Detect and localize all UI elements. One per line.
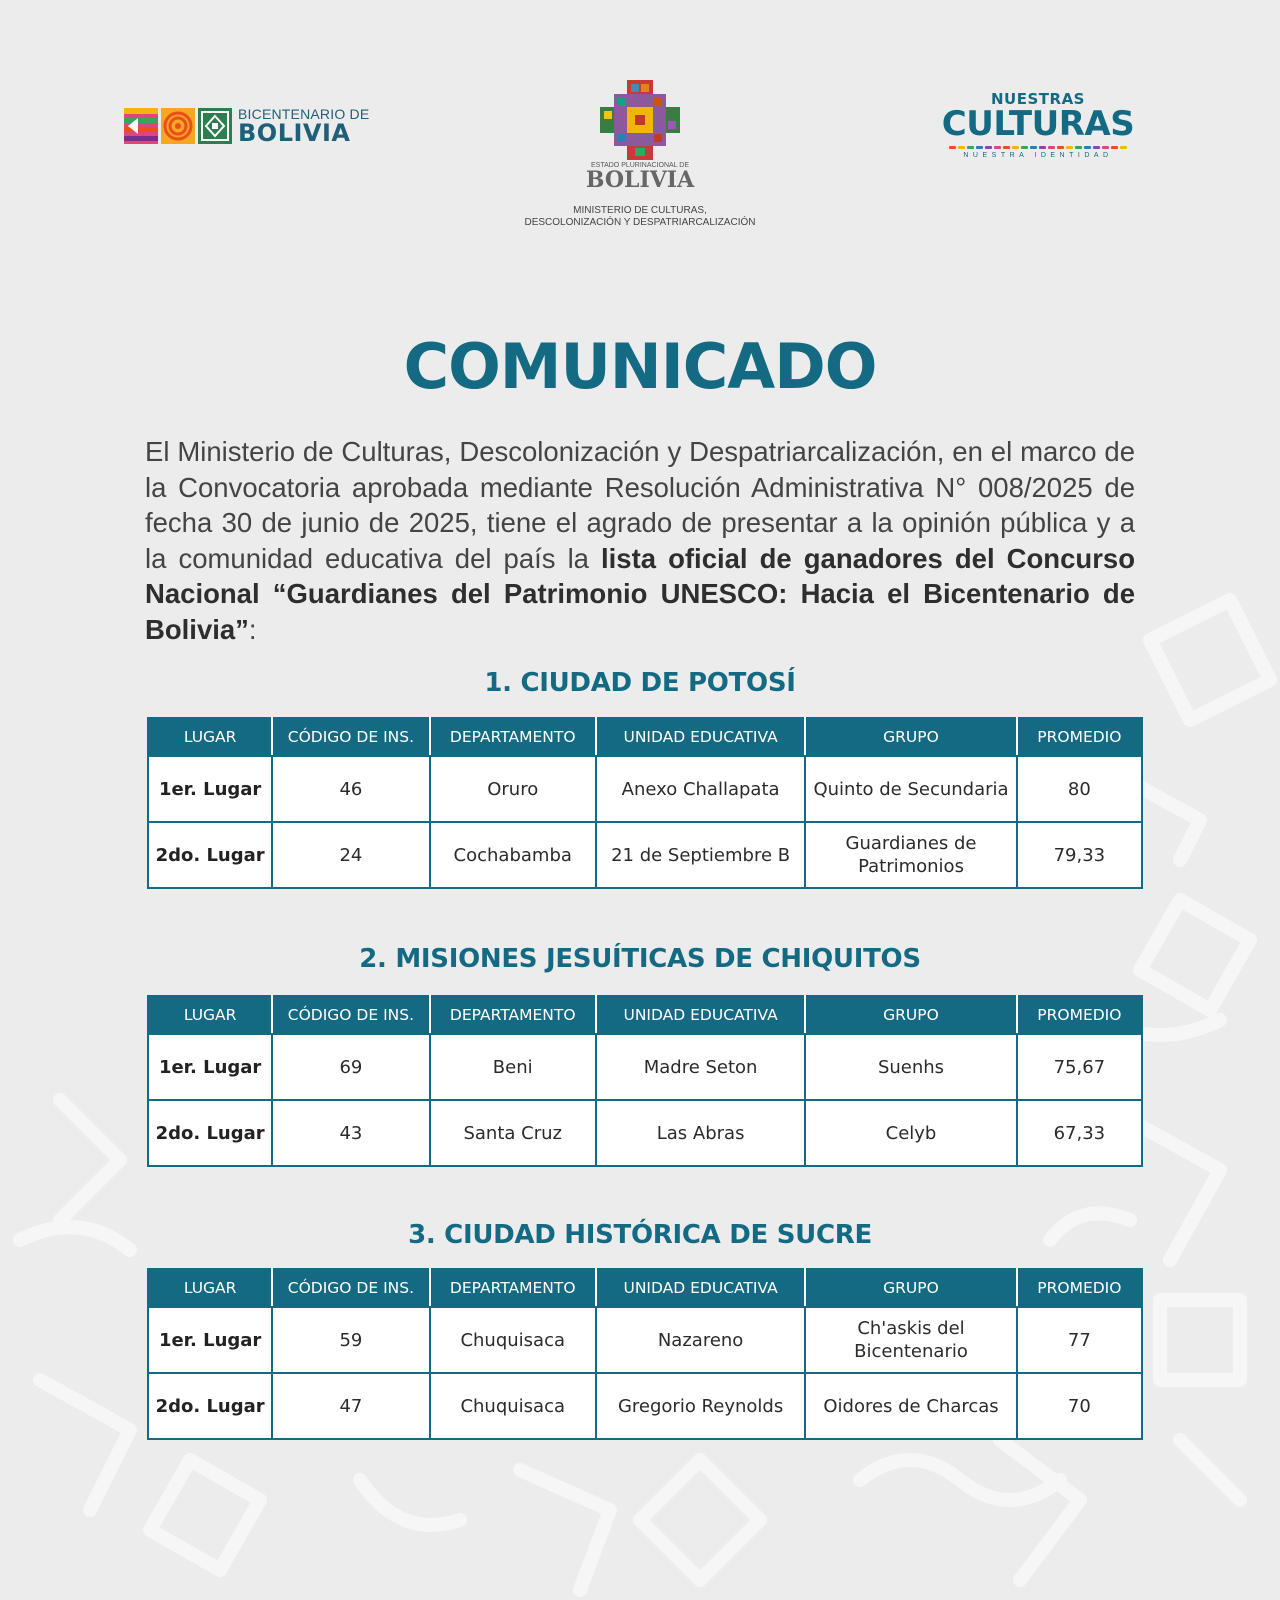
cell-codigo: 46 (272, 756, 429, 822)
column-header-unidad: UNIDAD EDUCATIVA (596, 1269, 805, 1307)
culturas-top-text: NUESTRAS (991, 90, 1085, 108)
bicentenario-wordmark (238, 107, 369, 145)
cell-grupo: Celyb (805, 1100, 1016, 1166)
cell-lugar: 2do. Lugar (148, 1100, 272, 1166)
cell-codigo: 47 (272, 1373, 429, 1439)
cell-unidad: Madre Seton (596, 1034, 805, 1100)
cell-grupo: Quinto de Secundaria (805, 756, 1016, 822)
cell-promedio: 77 (1017, 1307, 1142, 1373)
estado-big-text: BOLIVIA (585, 167, 695, 193)
cell-codigo: 43 (272, 1100, 429, 1166)
cell-lugar: 1er. Lugar (148, 756, 272, 822)
cell-codigo: 24 (272, 822, 429, 888)
table-row (148, 822, 1142, 888)
table-header-row (148, 718, 1142, 756)
cell-unidad: Gregorio Reynolds (596, 1373, 805, 1439)
cell-codigo: 59 (272, 1307, 429, 1373)
column-header-codigo: CÓDIGO DE INS. (272, 996, 429, 1034)
intro-bold-text: lista oficial de ganadores del Concurso Nacional “Guardianes del Patrimonio UNESCO: Hacia el Bicentenario de Bolivia” (145, 542, 1135, 645)
cell-unidad: Nazareno (596, 1307, 805, 1373)
column-header-lugar: LUGAR (148, 996, 272, 1034)
ministerio-line-2: DESCOLONIZACIÓN Y DESPATRIARCALIZACIÓN (524, 217, 756, 228)
ministerio-name (500, 205, 780, 229)
table-row (148, 1100, 1142, 1166)
results-table-chiquitos (147, 995, 1143, 1167)
cell-lugar: 2do. Lugar (148, 1373, 272, 1439)
column-header-promedio: PROMEDIO (1017, 1269, 1142, 1307)
results-table-sucre (147, 1268, 1143, 1440)
column-header-promedio: PROMEDIO (1017, 996, 1142, 1034)
cell-departamento: Chuquisaca (430, 1373, 596, 1439)
cell-grupo: Oidores de Charcas (805, 1373, 1016, 1439)
intro-text: El Ministerio de Culturas, Descolonización y Despatriarcalización, en el marco de la Convocatoria aprobada mediante Resolución Administrativa N° 008/2025 de fecha 30 de junio de 2025, tiene el agrado de presentar a la opinión pública y a la comunidad educativa del país la (145, 436, 1135, 574)
page-title: COMUNICADO (403, 330, 877, 403)
column-header-unidad: UNIDAD EDUCATIVA (596, 996, 805, 1034)
column-header-codigo: CÓDIGO DE INS. (272, 1269, 429, 1307)
cell-unidad: Anexo Challapata (596, 756, 805, 822)
cell-grupo: Suenhs (805, 1034, 1016, 1100)
section-title-sucre: 3. CIUDAD HISTÓRICA DE SUCRE (408, 1220, 872, 1250)
cell-departamento: Beni (430, 1034, 596, 1100)
column-header-departamento: DEPARTAMENTO (430, 1269, 596, 1307)
cell-promedio: 67,33 (1017, 1100, 1142, 1166)
bicentenario-big-text: BOLIVIA (238, 119, 351, 147)
cell-departamento: Cochabamba (430, 822, 596, 888)
tile-spiral-icon (161, 108, 195, 144)
intro-end: : (248, 613, 257, 645)
ministerio-line-1: MINISTERIO DE CULTURAS, (573, 205, 707, 216)
column-header-unidad: UNIDAD EDUCATIVA (596, 718, 805, 756)
column-header-grupo: GRUPO (805, 996, 1016, 1034)
tile-chakana-icon (198, 108, 232, 144)
table-row (148, 1307, 1142, 1373)
table-header-row (148, 1269, 1142, 1307)
cell-promedio: 79,33 (1017, 822, 1142, 888)
cell-grupo: Ch'askis del Bicentenario (805, 1307, 1016, 1373)
estado-logo (500, 80, 780, 229)
bicentenario-tiles (124, 108, 232, 144)
cell-codigo: 69 (272, 1034, 429, 1100)
column-header-lugar: LUGAR (148, 718, 272, 756)
column-header-departamento: DEPARTAMENTO (430, 996, 596, 1034)
column-header-grupo: GRUPO (805, 1269, 1016, 1307)
results-table-potosi (147, 717, 1143, 889)
table-row (148, 756, 1142, 822)
tile-stripes-icon (124, 108, 158, 144)
cell-departamento: Santa Cruz (430, 1100, 596, 1166)
section-title-chiquitos: 2. MISIONES JESUÍTICAS DE CHIQUITOS (359, 944, 921, 974)
column-header-promedio: PROMEDIO (1017, 718, 1142, 756)
cell-grupo: Guardianes de Patrimonios (805, 822, 1016, 888)
culturas-subtitle: NUESTRA IDENTIDAD (963, 152, 1113, 159)
cell-lugar: 2do. Lugar (148, 822, 272, 888)
table-header-row (148, 996, 1142, 1034)
table-row (148, 1034, 1142, 1100)
estado-small-text: ESTADO PLURINACIONAL DE (590, 162, 690, 169)
intro-paragraph (145, 434, 1135, 647)
cell-lugar: 1er. Lugar (148, 1034, 272, 1100)
section-title-potosi: 1. CIUDAD DE POTOSÍ (484, 668, 796, 698)
culturas-color-line (938, 146, 1138, 149)
column-header-grupo: GRUPO (805, 718, 1016, 756)
cell-departamento: Oruro (430, 756, 596, 822)
cell-promedio: 80 (1017, 756, 1142, 822)
cell-unidad: 21 de Septiembre B (596, 822, 805, 888)
bicentenario-logo (124, 104, 369, 148)
cell-departamento: Chuquisaca (430, 1307, 596, 1373)
bicentenario-small-text: BICENTENARIO DE (238, 106, 370, 122)
culturas-big-text: CULTURAS (941, 104, 1135, 144)
cell-unidad: Las Abras (596, 1100, 805, 1166)
column-header-codigo: CÓDIGO DE INS. (272, 718, 429, 756)
cell-promedio: 75,67 (1017, 1034, 1142, 1100)
table-row (148, 1373, 1142, 1439)
column-header-departamento: DEPARTAMENTO (430, 718, 596, 756)
cell-promedio: 70 (1017, 1373, 1142, 1439)
chakana-emblem-icon (600, 80, 680, 160)
cell-lugar: 1er. Lugar (148, 1307, 272, 1373)
column-header-lugar: LUGAR (148, 1269, 272, 1307)
nuestras-culturas-logo (938, 92, 1138, 159)
